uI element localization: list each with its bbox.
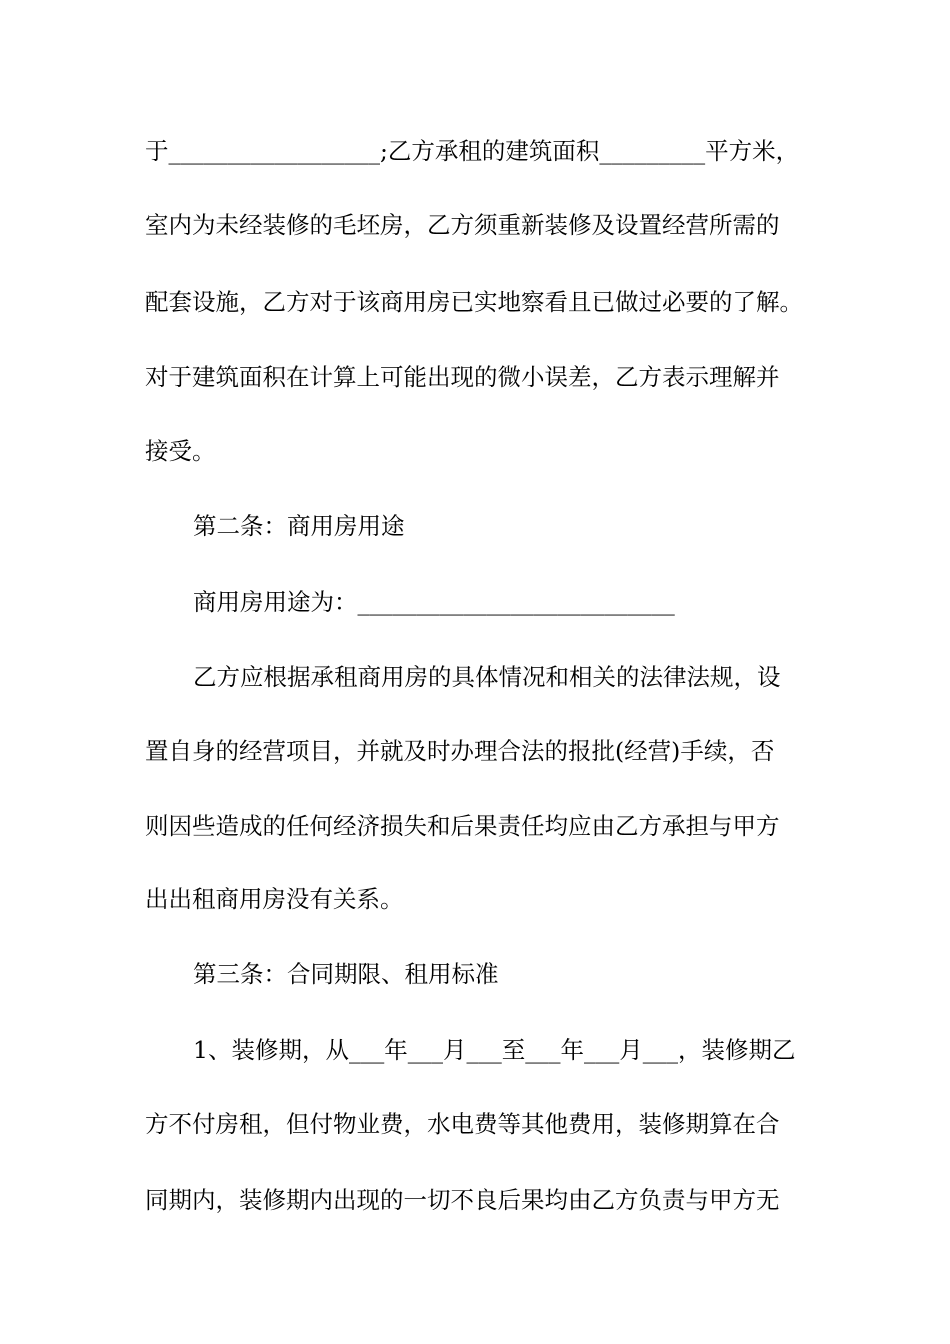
text-line: 室内为未经装修的毛坯房，乙方须重新装修及设置经营所需的 (145, 211, 780, 239)
text-line: 对于建筑面积在计算上可能出现的微小误差，乙方表示理解并 (145, 363, 780, 391)
text-line: 方不付房租，但付物业费，水电费等其他费用，装修期算在合 (145, 1110, 780, 1138)
text-line: 配套设施，乙方对于该商用房已实地察看且已做过必要的了解。 (145, 288, 803, 316)
text-line: 接受。 (145, 437, 216, 465)
text-line: 同期内，装修期内出现的一切不良后果均由乙方负责与甲方无 (145, 1186, 780, 1214)
text-line: 乙方应根据承租商用房的具体情况和相关的法律法规，设 (193, 663, 781, 691)
text-line: 1、装修期，从___年___月___至___年___月___，装修期乙 (193, 1036, 796, 1064)
text-line: 置自身的经营项目，并就及时办理合法的报批(经营)手续，否 (145, 737, 775, 765)
text-line: 商用房用途为：___________________________ (193, 588, 675, 616)
text-line: 于__________________;乙方承租的建筑面积_________平方米， (145, 137, 800, 165)
section-heading: 第二条：商用房用途 (193, 512, 405, 540)
text-line: 则因些造成的任何经济损失和后果责任均应由乙方承担与甲方 (145, 812, 780, 840)
text-line: 出出租商用房没有关系。 (145, 885, 404, 913)
section-heading: 第三条：合同期限、租用标准 (193, 960, 499, 988)
